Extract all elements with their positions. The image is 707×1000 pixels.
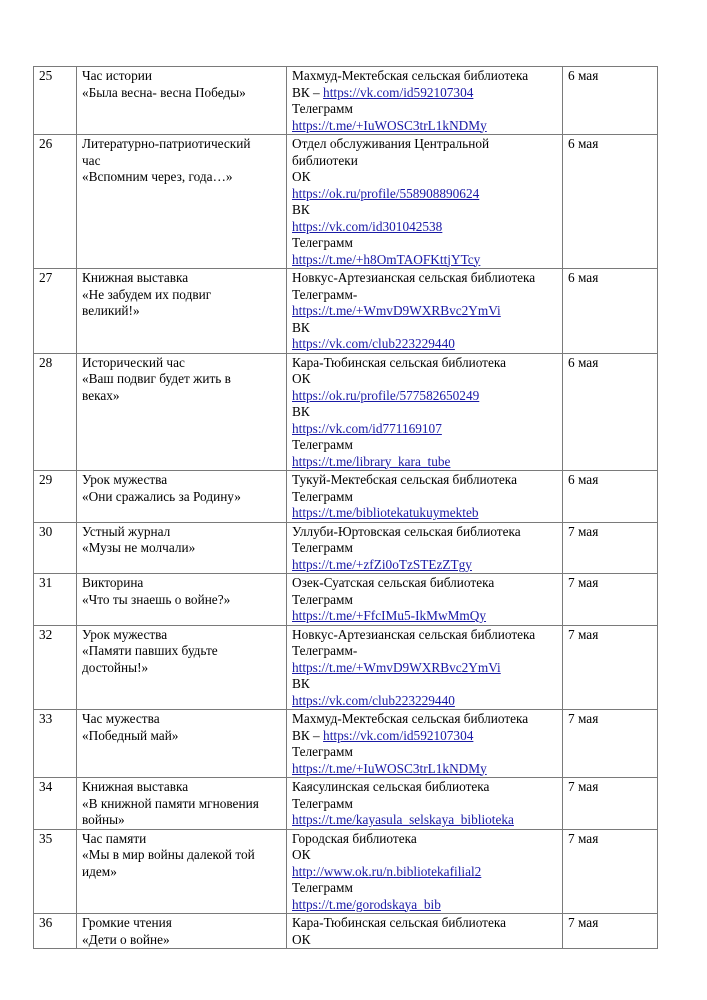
- venue-line: [292, 219, 558, 236]
- table-row: [34, 269, 658, 354]
- event-cell: [77, 778, 287, 830]
- venue-line: Телеграмм: [292, 591, 353, 607]
- venue-line: Махмуд-Мектебская сельская библиотека: [292, 68, 529, 83]
- venue-line: [292, 421, 558, 438]
- table-row: [34, 829, 658, 914]
- venue-line: Телеграмм: [292, 540, 353, 555]
- row-number-cell: 26: [34, 135, 77, 269]
- venue-line: [292, 118, 558, 135]
- venue-line: [292, 388, 558, 405]
- venue-cell: [287, 471, 563, 523]
- table-row: [34, 914, 658, 949]
- event-line: войны»: [82, 812, 125, 827]
- venue-cell: [287, 914, 563, 949]
- date-cell: 6 мая: [563, 269, 658, 354]
- venue-line: [292, 336, 558, 353]
- venue-cell: [287, 778, 563, 830]
- venue-cell: [287, 67, 563, 135]
- venue-line: Кара-Тюбинская сельская библиотека: [292, 915, 507, 930]
- event-line: «Они сражались за Родину»: [82, 488, 241, 504]
- event-line: «Дети о войне»: [82, 931, 170, 947]
- venue-line: Телеграмм: [292, 744, 353, 759]
- event-line: «Что ты знаешь о войне?»: [82, 591, 231, 607]
- venue-line: Озек-Суатская сельская библиотека: [292, 575, 495, 590]
- venue-link[interactable]: https://vk.com/id592107304: [323, 727, 474, 743]
- event-cell: [77, 471, 287, 523]
- venue-line: Кара-Тюбинская сельская библиотека: [292, 354, 507, 370]
- venue-line: [292, 557, 558, 574]
- venue-line: [292, 505, 558, 522]
- event-cell: [77, 710, 287, 778]
- venue-line: [292, 728, 558, 745]
- venue-link[interactable]: https://t.me/gorodskaya_bib: [292, 896, 441, 912]
- venue-line: Телеграмм: [292, 235, 353, 250]
- row-number-cell: 30: [34, 522, 77, 574]
- event-cell: [77, 353, 287, 471]
- venue-line: [292, 897, 558, 914]
- event-cell: [77, 67, 287, 135]
- event-line: достойны!»: [82, 659, 149, 675]
- venue-line: [292, 608, 558, 625]
- venue-cell: [287, 829, 563, 914]
- venue-link[interactable]: https://ok.ru/profile/577582650249: [292, 387, 480, 403]
- events-table: [33, 66, 658, 949]
- event-cell: [77, 914, 287, 949]
- table-row: [34, 625, 658, 710]
- event-line: Громкие чтения: [82, 915, 172, 930]
- row-number-cell: 34: [34, 778, 77, 830]
- venue-line: [292, 303, 558, 320]
- table-row: [34, 574, 658, 626]
- table-row: [34, 135, 658, 269]
- row-number-cell: 29: [34, 471, 77, 523]
- venue-line: Телеграмм: [292, 101, 353, 116]
- row-number-cell: 33: [34, 710, 77, 778]
- table-row: [34, 67, 658, 135]
- date-cell: 7 мая: [563, 574, 658, 626]
- venue-line: [292, 761, 558, 778]
- venue-link[interactable]: https://vk.com/club223229440: [292, 336, 455, 351]
- event-line: «Музы не молчали»: [82, 540, 196, 555]
- venue-line: [292, 186, 558, 203]
- venue-cell: [287, 625, 563, 710]
- venue-line: Городская библиотека: [292, 830, 417, 846]
- venue-label: ВК –: [292, 727, 324, 743]
- venue-link[interactable]: https://ok.ru/profile/558908890624: [292, 185, 480, 201]
- venue-link[interactable]: https://vk.com/id301042538: [292, 218, 443, 234]
- venue-label: ВК –: [292, 84, 324, 100]
- event-line: Исторический час: [82, 354, 185, 370]
- venue-cell: [287, 574, 563, 626]
- event-line: Викторина: [82, 575, 144, 590]
- venue-line: Каясулинская сельская библиотека: [292, 779, 490, 794]
- date-cell: 6 мая: [563, 67, 658, 135]
- venue-link[interactable]: https://t.me/kayasula_selskaya_biblioteka: [292, 812, 514, 827]
- venue-line: Телеграмм-: [292, 643, 358, 658]
- event-line: час: [82, 152, 101, 168]
- row-number-cell: 32: [34, 625, 77, 710]
- venue-line: ОК: [292, 931, 311, 947]
- event-line: Час мужества: [82, 711, 160, 726]
- event-line: Урок мужества: [82, 626, 168, 642]
- venue-line: [292, 660, 558, 677]
- event-line: «Не забудем их подвиг: [82, 286, 212, 302]
- venue-link[interactable]: https://t.me/+IuWOSC3trL1kNDMy: [292, 117, 487, 133]
- venue-cell: [287, 522, 563, 574]
- venue-link[interactable]: https://vk.com/id592107304: [323, 84, 474, 100]
- event-line: «Мы в мир войны далекой той: [82, 847, 255, 862]
- venue-line: ОК: [292, 847, 311, 862]
- event-line: «В книжной памяти мгновения: [82, 795, 259, 811]
- event-cell: [77, 135, 287, 269]
- table-row: [34, 778, 658, 830]
- row-number-cell: 31: [34, 574, 77, 626]
- venue-line: [292, 454, 558, 471]
- venue-line: [292, 252, 558, 269]
- venue-line: ОК: [292, 371, 311, 386]
- events-table-body: [34, 67, 658, 949]
- row-number-cell: 25: [34, 67, 77, 135]
- venue-link[interactable]: https://t.me/+WmvD9WXRBvc2YmVi: [292, 659, 501, 675]
- venue-link[interactable]: https://t.me/+zfZi0oTzSTEzZTgy: [292, 556, 472, 572]
- event-line: Книжная выставка: [82, 779, 189, 794]
- venue-line: [292, 864, 558, 881]
- row-number-cell: 27: [34, 269, 77, 354]
- venue-cell: [287, 353, 563, 471]
- venue-link[interactable]: https://vk.com/club223229440: [292, 692, 455, 708]
- row-number-cell: 28: [34, 353, 77, 471]
- venue-cell: [287, 269, 563, 354]
- venue-line: ВК: [292, 319, 310, 335]
- venue-line: ВК: [292, 404, 310, 419]
- table-row: [34, 353, 658, 471]
- date-cell: 6 мая: [563, 353, 658, 471]
- venue-line: Уллуби-Юртовская сельская библиотека: [292, 523, 521, 539]
- venue-link[interactable]: https://t.me/bibliotekatukuymekteb: [292, 505, 479, 520]
- date-cell: 7 мая: [563, 914, 658, 949]
- venue-line: Телеграмм: [292, 488, 353, 504]
- venue-line: ВК: [292, 676, 310, 691]
- venue-link[interactable]: https://t.me/+WmvD9WXRBvc2YmVi: [292, 303, 501, 318]
- venue-line: Отдел обслуживания Центральной: [292, 136, 490, 151]
- venue-line: Махмуд-Мектебская сельская библиотека: [292, 711, 529, 726]
- date-cell: 6 мая: [563, 471, 658, 523]
- table-row: [34, 522, 658, 574]
- date-cell: 7 мая: [563, 625, 658, 710]
- venue-line: [292, 85, 558, 102]
- event-line: Час памяти: [82, 830, 147, 846]
- event-line: «Победный май»: [82, 727, 179, 743]
- venue-line: Телеграмм: [292, 880, 353, 895]
- venue-link[interactable]: http://www.ok.ru/n.bibliotekafilial2: [292, 863, 482, 879]
- date-cell: 7 мая: [563, 829, 658, 914]
- venue-line: [292, 693, 558, 710]
- event-line: Урок мужества: [82, 472, 168, 487]
- event-line: Устный журнал: [82, 523, 171, 539]
- event-cell: [77, 625, 287, 710]
- row-number-cell: 36: [34, 914, 77, 949]
- date-cell: 7 мая: [563, 522, 658, 574]
- venue-line: ОК: [292, 169, 311, 184]
- venue-link[interactable]: https://vk.com/id771169107: [292, 420, 442, 436]
- event-line: Час истории: [82, 68, 152, 83]
- venue-line: Новкус-Артезианская сельская библиотека: [292, 626, 536, 642]
- event-cell: [77, 269, 287, 354]
- event-line: «Ваш подвиг будет жить в: [82, 371, 231, 386]
- date-cell: 7 мая: [563, 778, 658, 830]
- venue-line: [292, 812, 558, 829]
- event-cell: [77, 522, 287, 574]
- venue-cell: [287, 710, 563, 778]
- table-row: [34, 471, 658, 523]
- date-cell: 7 мая: [563, 710, 658, 778]
- venue-link[interactable]: https://t.me/+IuWOSC3trL1kNDMy: [292, 760, 487, 776]
- event-cell: [77, 574, 287, 626]
- venue-link[interactable]: https://t.me/+h8OmTAOFKttjYTcy: [292, 251, 481, 267]
- venue-line: Телеграмм-: [292, 286, 358, 302]
- date-cell: 6 мая: [563, 135, 658, 269]
- event-line: «Памяти павших будьте: [82, 643, 218, 658]
- venue-link[interactable]: https://t.me/library_kara_tube: [292, 453, 451, 469]
- event-line: идем»: [82, 863, 117, 879]
- event-line: «Была весна- весна Победы»: [82, 84, 246, 100]
- table-row: [34, 710, 658, 778]
- event-line: Книжная выставка: [82, 270, 189, 285]
- venue-line: Телеграмм: [292, 437, 353, 452]
- event-line: Литературно-патриотический: [82, 136, 251, 151]
- event-cell: [77, 829, 287, 914]
- venue-link[interactable]: https://t.me/+FfcIMu5-IkMwMmQy: [292, 608, 487, 623]
- venue-line: Телеграмм: [292, 795, 353, 811]
- venue-line: ВК: [292, 202, 310, 217]
- venue-line: Тукуй-Мектебская сельская библиотека: [292, 472, 517, 487]
- event-line: веках»: [82, 387, 120, 403]
- venue-line: Новкус-Артезианская сельская библиотека: [292, 270, 536, 285]
- event-line: великий!»: [82, 303, 140, 318]
- event-line: «Вспомним через, года…»: [82, 169, 233, 184]
- venue-line: библиотеки: [292, 152, 358, 168]
- row-number-cell: 35: [34, 829, 77, 914]
- venue-cell: [287, 135, 563, 269]
